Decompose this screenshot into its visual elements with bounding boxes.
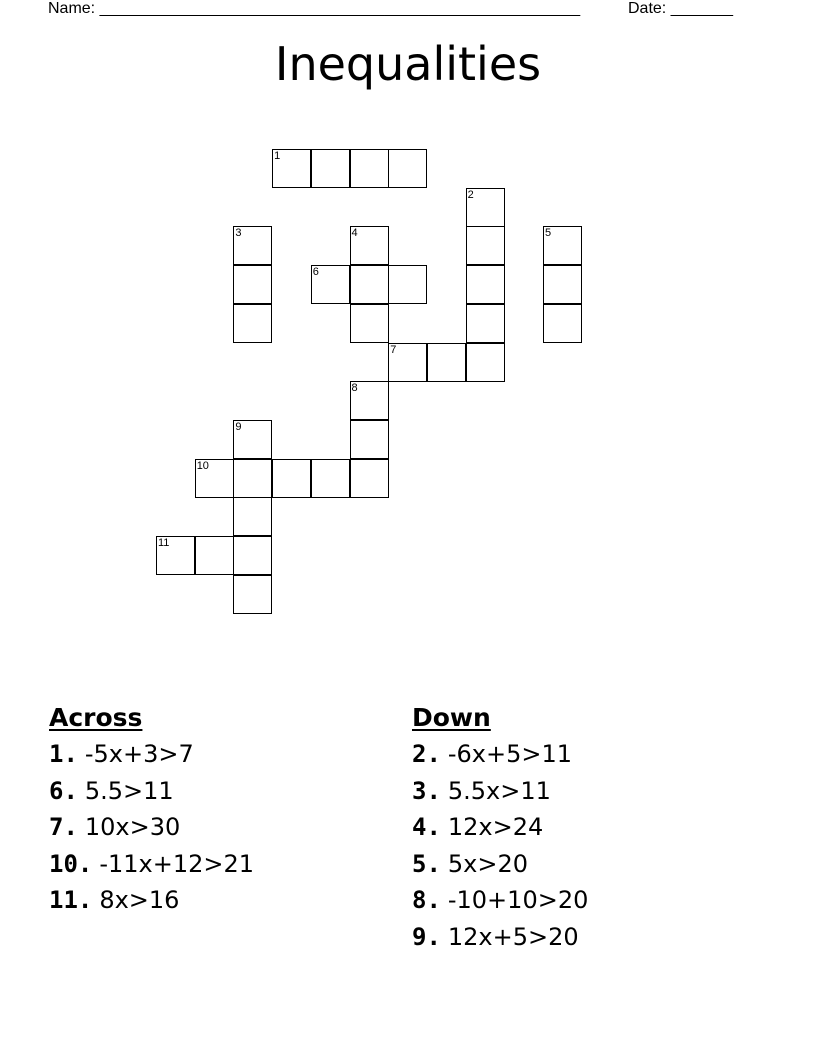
crossword-cell-4[interactable] [350, 226, 389, 265]
clue-number: 4. [412, 813, 441, 842]
across-clue-7 [49, 809, 254, 846]
name-field-line: Name: ______________________________________________________ [48, 0, 581, 17]
crossword-cell[interactable] [233, 265, 272, 304]
clue-number: 10. [49, 849, 93, 878]
crossword-cell-11[interactable] [156, 536, 195, 575]
crossword-cell[interactable] [311, 149, 350, 188]
cell-number: 11 [158, 537, 170, 549]
crossword-cell[interactable] [233, 459, 272, 498]
crossword-cell[interactable] [350, 304, 389, 343]
across-clue-1 [49, 736, 254, 773]
down-clue-list [412, 736, 588, 956]
clue-number: 2. [412, 740, 441, 768]
across-clue-10 [49, 846, 254, 883]
crossword-cell[interactable] [466, 226, 505, 265]
crossword-cell[interactable] [427, 343, 466, 382]
crossword-cell[interactable] [233, 575, 272, 614]
crossword-cell[interactable] [543, 304, 582, 343]
cell-number: 6 [312, 266, 319, 279]
down-heading: Down [412, 703, 491, 732]
clue-text: 5.5x>11 [447, 776, 551, 805]
crossword-cell[interactable] [388, 149, 427, 188]
across-clue-11 [49, 882, 254, 919]
crossword-cell[interactable] [272, 459, 311, 498]
clue-number: 5. [412, 849, 441, 878]
clue-number: 1. [49, 740, 78, 768]
crossword-cell-3[interactable] [233, 226, 272, 265]
crossword-cell[interactable] [233, 536, 272, 575]
across-heading: Across [49, 703, 143, 732]
clue-number: 8. [412, 886, 441, 915]
clue-text: 10x>30 [84, 813, 181, 842]
clue-number: 9. [412, 922, 441, 951]
clue-text: 8x>16 [99, 886, 180, 915]
down-clue-9 [412, 919, 588, 956]
down-clues [412, 700, 588, 956]
crossword-cell[interactable] [233, 497, 272, 536]
crossword-cell[interactable] [195, 536, 234, 575]
crossword-cell-6[interactable] [311, 265, 350, 304]
crossword-cell[interactable] [466, 265, 505, 304]
clue-text: 5.5>11 [84, 776, 174, 805]
across-clue-6 [49, 773, 254, 810]
crossword-cell-10[interactable] [195, 459, 234, 498]
crossword-cell-2[interactable] [466, 188, 505, 227]
crossword-cell-5[interactable] [543, 226, 582, 265]
cell-number: 4 [351, 227, 358, 240]
crossword-cell[interactable] [350, 420, 389, 459]
cell-number: 8 [351, 382, 358, 395]
crossword-cell[interactable] [350, 459, 389, 498]
crossword-cell[interactable] [543, 265, 582, 304]
cell-number: 1 [274, 150, 281, 162]
crossword-cell[interactable] [388, 265, 427, 304]
down-clue-8 [412, 882, 588, 919]
crossword-cell-7[interactable] [388, 343, 427, 382]
clue-text: -11x+12>21 [99, 849, 255, 878]
clue-text: 5x>20 [447, 849, 528, 878]
clue-text: 12x+5>20 [447, 922, 579, 951]
clue-text: -10+10>20 [447, 886, 589, 915]
clue-text: -5x+3>7 [84, 740, 194, 768]
date-field-line: Date: _______ [628, 0, 733, 17]
down-clue-5 [412, 846, 588, 883]
clue-number: 6. [49, 776, 78, 805]
cell-number: 5 [545, 227, 552, 240]
down-clue-4 [412, 809, 588, 846]
crossword-cell[interactable] [311, 459, 350, 498]
crossword-cell-1[interactable] [272, 149, 311, 188]
clue-text: -6x+5>11 [447, 740, 573, 768]
crossword-cell[interactable] [233, 304, 272, 343]
cell-number: 7 [390, 343, 397, 356]
page-title: Inequalities [274, 37, 542, 91]
down-clue-2 [412, 736, 588, 773]
down-clue-3 [412, 773, 588, 810]
cell-number: 9 [235, 420, 242, 433]
crossword-cell[interactable] [350, 265, 389, 304]
clue-number: 3. [412, 776, 441, 805]
across-clues [49, 700, 254, 919]
crossword-cell[interactable] [350, 149, 389, 188]
crossword-cell-8[interactable] [350, 381, 389, 420]
clue-text: 12x>24 [447, 813, 544, 842]
across-clue-list [49, 736, 254, 919]
cell-number: 3 [235, 227, 242, 240]
crossword-cell[interactable] [466, 343, 505, 382]
cell-number: 2 [467, 188, 474, 201]
crossword-cell[interactable] [466, 304, 505, 343]
clue-number: 11. [49, 886, 93, 915]
clue-number: 7. [49, 813, 78, 842]
crossword-cell-9[interactable] [233, 420, 272, 459]
cell-number: 10 [196, 459, 209, 472]
